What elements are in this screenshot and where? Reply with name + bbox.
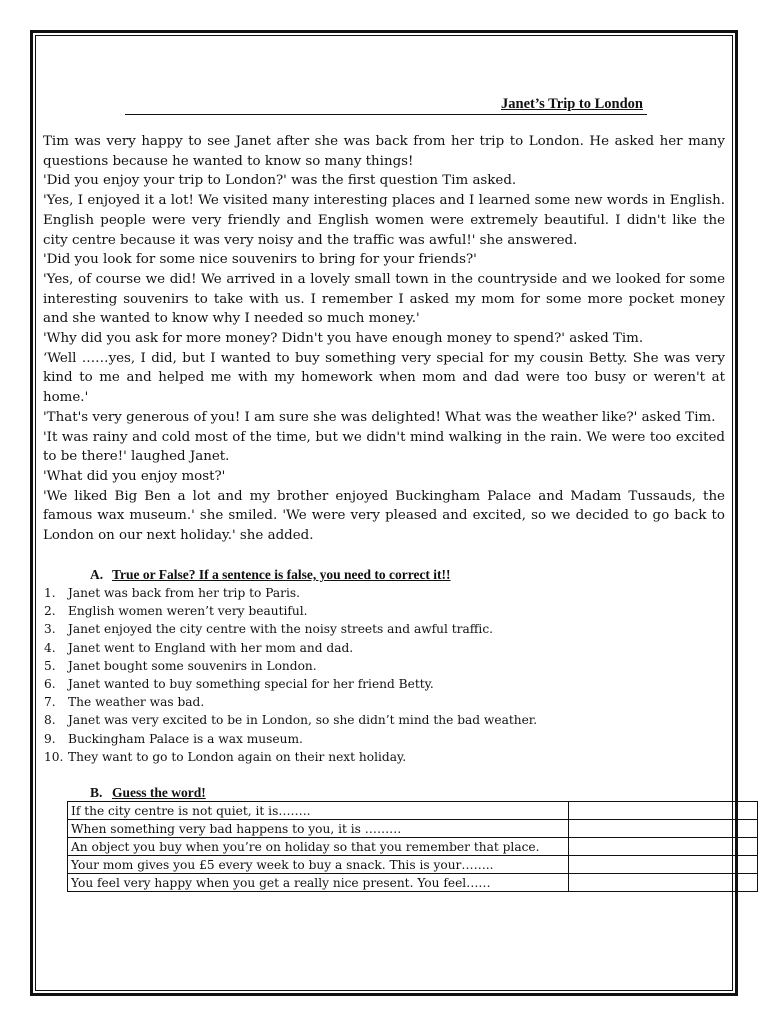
item-number: 6. <box>44 677 56 692</box>
story-paragraph: ‘Well ……yes, I did, but I wanted to buy something very special for my cousin Betty. She was very kind to me and helped me with my homework when mom and dad were too busy or weren't at home.' <box>43 350 725 406</box>
title-rule <box>125 96 647 115</box>
clue-cell: You feel very happy when you get a really nice present. You feel…… <box>68 874 569 892</box>
item-text: The weather was bad. <box>68 695 205 710</box>
item-number: 3. <box>44 622 56 637</box>
section-a-title: True or False? If a sentence is false, you need to correct it!! <box>112 567 451 582</box>
table-row <box>68 820 758 838</box>
item-number: 9. <box>44 731 56 746</box>
story-paragraph: 'It was rainy and cold most of the time, but we didn't mind walking in the rain. We were too excited to be there!' laughed Janet. <box>43 429 725 465</box>
story-paragraph: Tim was very happy to see Janet after she was back from her trip to London. He asked her many questions because he wanted to know so many things! <box>43 134 725 169</box>
clue-cell: When something very bad happens to you, it is ……… <box>68 820 569 838</box>
item-text: Buckingham Palace is a wax museum. <box>68 731 303 746</box>
story-paragraph: 'What did you enjoy most?' <box>43 468 226 484</box>
answer-cell[interactable] <box>569 838 758 856</box>
story-paragraph: 'Yes, of course we did! We arrived in a lovely small town in the countryside and we looked for some interesting souvenirs to take with us. I remember I asked my mom for some more pocket money and she wanted to know why I needed so much money.' <box>43 271 725 327</box>
item-text: Janet wanted to buy something special for her friend Betty. <box>68 677 434 692</box>
answer-cell[interactable] <box>569 856 758 874</box>
list-item <box>44 675 704 693</box>
story-paragraph: 'Did you look for some nice souvenirs to bring for your friends?' <box>43 252 477 268</box>
answer-cell[interactable] <box>569 820 758 838</box>
list-item <box>44 711 704 729</box>
story-paragraph: 'We liked Big Ben a lot and my brother enjoyed Buckingham Palace and Madam Tussauds, the famous wax museum.' she smiled. 'We were very pleased and excited, so we decided to go back to London on our next holiday.' she added. <box>43 488 725 544</box>
list-item <box>44 639 704 657</box>
list-item <box>44 730 704 748</box>
story-text <box>43 132 725 546</box>
clue-cell: Your mom gives you £5 every week to buy a snack. This is your…….. <box>68 856 569 874</box>
table-row <box>68 802 758 820</box>
item-text: Janet was very excited to be in London, so she didn’t mind the bad weather. <box>68 713 538 728</box>
item-text: Janet enjoyed the city centre with the noisy streets and awful traffic. <box>68 622 494 637</box>
list-item <box>44 620 704 638</box>
clue-cell: An object you buy when you’re on holiday so that you remember that place. <box>68 838 569 856</box>
story-paragraph: 'Why did you ask for more money? Didn't you have enough money to spend?' asked Tim. <box>43 331 644 347</box>
guess-the-word-table <box>67 801 758 892</box>
clue-cell: If the city centre is not quiet, it is…….. <box>68 802 569 820</box>
story-paragraph: 'Did you enjoy your trip to London?' was the first question Tim asked. <box>43 173 517 189</box>
item-number: 10. <box>44 749 64 764</box>
story-paragraph: 'That's very generous of you! I am sure she was delighted! What was the weather like?' asked Tim. <box>43 409 716 425</box>
story-paragraph: 'Yes, I enjoyed it a lot! We visited many interesting places and I learned some new words in English. English people were very friendly and English women were extremely beautiful. I didn't like the city centre because it was very noisy and the traffic was awful!' she answered. <box>43 193 725 248</box>
list-item <box>44 748 704 766</box>
item-number: 4. <box>44 640 56 655</box>
item-number: 1. <box>44 586 56 600</box>
list-item <box>44 657 704 675</box>
item-number: 5. <box>44 658 56 673</box>
section-b-heading <box>90 785 206 801</box>
page-title: Janet’s Trip to London <box>501 96 643 112</box>
item-text: Janet went to England with her mom and dad. <box>68 640 354 655</box>
item-text: Janet was back from her trip to Paris. <box>68 586 301 600</box>
item-text: Janet bought some souvenirs in London. <box>68 658 317 673</box>
answer-cell[interactable] <box>569 874 758 892</box>
table-row <box>68 856 758 874</box>
answer-cell[interactable] <box>569 802 758 820</box>
section-a-letter: A. <box>90 567 104 582</box>
list-item <box>44 693 704 711</box>
item-text: English women weren’t very beautiful. <box>68 604 308 619</box>
item-number: 2. <box>44 604 56 619</box>
section-a-heading <box>90 567 451 583</box>
item-text: They want to go to London again on their next holiday. <box>68 749 407 764</box>
table-row <box>68 874 758 892</box>
list-item <box>44 602 704 620</box>
item-number: 7. <box>44 695 56 710</box>
section-b-letter: B. <box>90 785 103 800</box>
list-item <box>44 584 704 602</box>
table-row <box>68 838 758 856</box>
true-false-list <box>44 584 704 766</box>
section-b-title: Guess the word! <box>112 785 206 800</box>
item-number: 8. <box>44 713 56 728</box>
